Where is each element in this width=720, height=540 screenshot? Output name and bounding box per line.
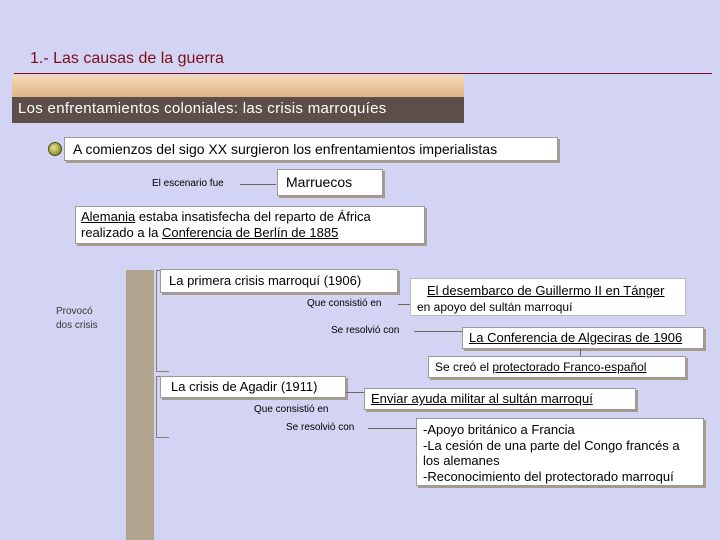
page-title: 1.- Las causas de la guerra <box>30 50 224 67</box>
crisis1-title: La primera crisis marroquí (1906) <box>169 273 362 288</box>
topic-title: Los enfrentamientos coloniales: las crisis marroquíes <box>18 100 387 117</box>
germany-text: estaba insatisfecha del reparto de África <box>135 209 371 224</box>
crisis1-resolved-connector <box>414 331 462 332</box>
crisis1-created-box <box>428 356 686 378</box>
provoked-label <box>56 305 98 333</box>
crisis1-created-prefix: Se creó el <box>435 360 493 374</box>
algeciras-conference: La Conferencia de Algeciras de 1906 <box>469 330 683 345</box>
crisis2-resolved-item: -Reconocimiento del protectorado marroquí <box>423 468 674 484</box>
crisis2-resolved-connector <box>368 428 416 429</box>
scenario-box <box>277 169 383 196</box>
crisis2-title: La crisis de Agadir (1911) <box>171 379 318 394</box>
crisis1-consisted-line2: en apoyo del sultán marroquí <box>417 300 573 314</box>
provoked-line1: Provocó <box>56 306 93 317</box>
crisis1-consisted-box <box>410 278 686 316</box>
franco-spanish-protectorate: protectorado Franco-español <box>492 360 647 374</box>
crisis1-consisted-connector <box>398 304 410 305</box>
berlin-conference: Conferencia de Berlín de 1885 <box>161 225 339 240</box>
crisis1-resolved-box <box>462 327 704 349</box>
intro-text: A comienzos del sigo XX surgieron los enfrentamientos imperialistas <box>73 141 498 157</box>
crisis2-consisted-value: Enviar ayuda militar al sultán marroquí <box>371 391 593 406</box>
intro-box <box>64 137 558 161</box>
crisis2-resolved-box <box>416 418 704 486</box>
crisis2-consisted-box <box>364 388 636 410</box>
crisis2-consisted-label: Que consistió en <box>254 404 329 415</box>
bullet-icon <box>48 142 62 156</box>
crisis1-consisted-label: Que consistió en <box>307 298 382 309</box>
crisis2-resolved-item: -La cesión de una parte del Congo francés a los alemanes <box>423 437 680 468</box>
title-divider <box>14 73 712 74</box>
germany-box <box>75 206 425 244</box>
crisis2-title-box <box>160 376 346 398</box>
crisis2-consisted-connector <box>346 392 364 393</box>
scenario-connector <box>240 184 276 185</box>
crisis2-resolved-label: Se resolvió con <box>286 422 355 433</box>
scenario-value: Marruecos <box>286 174 353 190</box>
crisis1-consisted-line1: El desembarco de Guillermo II en Tánger <box>427 283 665 298</box>
germany-line2-prefix: realizado a la <box>81 225 162 240</box>
crisis1-resolved-label: Se resolvió con <box>331 325 400 336</box>
germany-country: Alemania <box>81 209 136 224</box>
crisis2-resolved-item: -Apoyo británico a Francia <box>423 422 575 437</box>
scenario-label: El escenario fue <box>152 178 224 189</box>
timeline-bar <box>126 270 154 540</box>
crisis1-title-box <box>160 269 398 293</box>
provoked-line2: dos crisis <box>56 320 98 331</box>
